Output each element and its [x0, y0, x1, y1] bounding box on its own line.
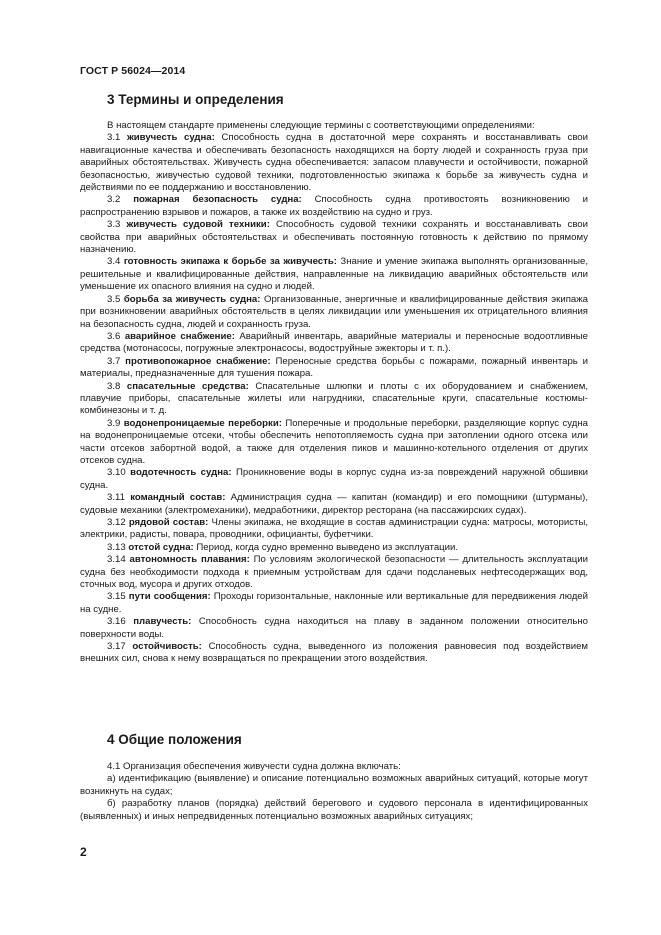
term-name: аварийное снабжение:: [124, 330, 235, 342]
term-number: 3.17: [107, 641, 126, 653]
term-definition: [80, 554, 588, 591]
term-definition: [80, 256, 588, 293]
term-number: 3.9: [107, 417, 121, 429]
term-text: Поперечные и продольные переборки, разделяющие корпус судна на водонепроницаемые отсеки, чтобы обеспечить непотопляемость судна при затоплении одного отсека или части отсеков забортной водой, а также для отделения пиков и машинно-котельного отделения от других отсеков судна.: [80, 417, 589, 466]
term-name: автономность плавания:: [129, 554, 250, 566]
term-name: готовность экипажа к борьбе за живучесть:: [123, 256, 337, 268]
term-name: живучесть судна:: [126, 132, 215, 144]
term-definition: [80, 591, 588, 616]
section-3-title: 3 Термины и определения: [107, 92, 284, 107]
term-text: Способность судна в достаточной мере сохранять и восстанавливать свои навигационные качества и обеспечивать безопасность находящихся на борту людей и сохранность груза при аварийных обстоятельствах. Живучесть судна обеспечивается: запасом плавучести и остойчивости, пожарной безопасностью, живучестью судовой техники, подготовленностью экипажа к борьбе за живучесть судна и действиями по ее поддержанию и восстановлению.: [80, 132, 588, 194]
term-number: 3.2: [107, 194, 121, 206]
term-name: пути сообщения:: [128, 591, 211, 603]
term-name: пожарная безопасность судна:: [133, 194, 302, 206]
term-definition: [80, 517, 588, 542]
general-provision-paragraph: 4.1 Организация обеспечения живучести судна должна включать:: [107, 761, 401, 772]
term-definition: [80, 381, 588, 418]
term-number: 3.1: [107, 132, 121, 144]
term-text: Период, когда судно временно выведено из эксплуатации.: [196, 541, 459, 553]
term-name: противопожарное снабжение:: [125, 355, 271, 367]
term-number: 3.11: [107, 492, 125, 504]
term-text: Спасательные шлюпки и плоты с их оборудованием и снабжением, плавучие приборы, спасательные жилеты или нагрудники, спасательные круги, спасательные костюмы-комбинезоны и т. д.: [80, 380, 588, 417]
term-name: отстой судна:: [128, 541, 194, 553]
section-general-provisions: [80, 731, 588, 823]
page-number: 2: [80, 845, 87, 859]
term-name: остойчивость:: [132, 641, 202, 653]
general-provision-paragraph: а) идентификацию (выявление) и описание потенциально возможных аварийных ситуаций, которые могут возникнуть на судах;: [80, 773, 588, 797]
section-terms-and-definitions: [80, 91, 588, 666]
term-definition: [80, 542, 588, 554]
term-definition: [80, 641, 588, 666]
terms-list: [80, 132, 588, 665]
term-text: Переносные средства борьбы с пожарами, пожарный инвентарь и материалы, предназначенные для тушения пожара.: [80, 355, 588, 380]
term-name: рядовой состав:: [128, 517, 209, 528]
term-definition: [80, 418, 588, 468]
term-definition: [80, 356, 588, 381]
term-text: Знание и умение экипажа выполнять организованные, решительные и квалифицированные действия, направленные на ликвидацию аварийных обстоятельств или уменьшение их опасного влияния на судно и людей.: [80, 256, 588, 293]
term-number: 3.4: [107, 256, 121, 268]
term-definition: [80, 331, 588, 356]
term-number: 3.3: [107, 219, 121, 231]
term-number: 3.15: [107, 591, 126, 603]
term-text: Способность судна противостоять возникновению и распространению взрывов и пожаров, а также их воздействию на судно и груз.: [80, 194, 588, 218]
term-definition: [80, 467, 588, 492]
section-4-paragraphs: [80, 761, 588, 823]
term-text: Способность судна находиться на плаву в заданном положении относительно поверхности воды.: [80, 616, 588, 640]
term-number: 3.14: [107, 554, 126, 566]
section-3-intro: В настоящем стандарте применены следующие термины с соответствующими определениями:: [107, 120, 535, 131]
term-name: борьба за живучесть судна:: [123, 293, 261, 305]
term-name: водонепроницаемые переборки:: [123, 417, 282, 429]
term-number: 3.5: [107, 293, 121, 305]
term-number: 3.10: [107, 467, 126, 479]
term-number: 3.16: [107, 616, 126, 628]
term-definition: [80, 219, 588, 256]
term-text: Проникновение воды в корпус судна из-за повреждений наружной обшивки судна.: [80, 467, 589, 491]
term-number: 3.7: [107, 355, 121, 367]
term-name: спасательные средства:: [126, 380, 249, 392]
term-text: Способность судна, выведенного из положения равновесия под воздействием внешних сил, снова к нему возвращаться по прекращении этого воздействия.: [80, 641, 588, 665]
term-definition: [80, 294, 588, 331]
general-provision-paragraph: б) разработку планов (порядка) действий берегового и судового персонала в идентифицированных (выявленных) и иных непредвиденных потенциально возможных аварийных ситуациях;: [80, 798, 588, 822]
term-number: 3.13: [107, 541, 126, 553]
term-name: плавучесть:: [133, 616, 192, 628]
term-text: Аварийный инвентарь, аварийные материалы и переносные водоотливные средства (мотонасосы, погружные электронасосы, водоструйные эжекторы и т. п.).: [80, 330, 588, 355]
term-number: 3.12: [107, 517, 126, 528]
term-number: 3.8: [107, 380, 121, 392]
term-text: Проходы горизонтальные, наклонные или вертикальные для передвижения людей на судне.: [80, 591, 588, 615]
term-name: живучесть судовой техники:: [126, 219, 270, 231]
term-definition: [80, 616, 588, 641]
term-text: Члены экипажа, не входящие в состав администрации судна: матросы, мотористы, электрики, радисты, повара, проводники, официанты, буфетчики.: [80, 517, 588, 541]
term-definition: [80, 492, 588, 517]
term-text: Администрация судна — капитан (командир) и его помощники (штурманы), судовые механики (электромеханики), медработники, директор ресторана (на пассажирских судах).: [80, 492, 588, 516]
term-name: командный состав:: [130, 492, 226, 504]
term-definition: [80, 132, 588, 194]
term-text: По условиям экологической безопасности — длительность эксплуатации судна без необходимости подхода к приемным устройствам для сдачи подсланевых нефтесодержащих вод, сточных вод, мусора и других отходов.: [80, 554, 588, 591]
term-number: 3.6: [107, 330, 121, 342]
term-definition: [80, 194, 588, 219]
term-text: Организованные, энергичные и квалифицированные действия экипажа при возникновении аварийных обстоятельств в целях ликвидации или уменьшения их отрицательного влияния на безопасность судна, людей и сохранность груза.: [80, 293, 589, 330]
term-text: Способность судовой техники сохранять и восстанавливать свои свойства при аварийных обстоятельствах и обеспечивать постоянную готовность к действию по прямому назначению.: [80, 219, 589, 256]
document-code-header: ГОСТ Р 56024—2014: [80, 65, 186, 77]
section-4-title: 4 Общие положения: [107, 732, 242, 747]
term-name: водотечность судна:: [130, 467, 232, 479]
